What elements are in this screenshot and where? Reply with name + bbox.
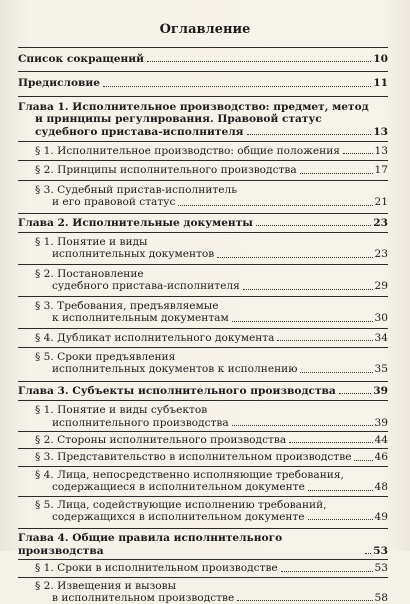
leader-dots: [247, 134, 372, 135]
page-number: 48: [374, 481, 388, 494]
divider: [18, 466, 388, 467]
entry-title: § 4. Дубликат исполнительного документа: [35, 331, 275, 344]
toc-chapter-1[interactable]: [18, 101, 388, 138]
entry-title-line: § 3. Судебный пристав-исполнитель: [35, 183, 238, 196]
toc-chapter-4[interactable]: [18, 532, 388, 557]
page-number: 17: [374, 164, 388, 177]
chapter-title: Глава 2. Исполнительные документы: [18, 216, 253, 229]
entry-title: Список сокращений: [18, 53, 145, 65]
divider: [18, 213, 388, 214]
page-number: 21: [374, 196, 388, 209]
leader-dots: [343, 153, 373, 154]
divider: [18, 264, 388, 265]
page-number: 23: [374, 248, 388, 261]
page-number: 35: [374, 363, 388, 376]
divider: [18, 496, 388, 497]
divider: [18, 400, 388, 401]
entry-title-line: исполнительных документов: [52, 248, 215, 261]
leader-dots: [103, 86, 371, 87]
leader-dots: [300, 372, 372, 373]
page-number: 58: [374, 592, 388, 604]
toc-section-2-3[interactable]: [18, 300, 388, 325]
chapter-title: Глава 3. Субъекты исполнительного производства: [18, 384, 336, 397]
leader-dots: [243, 289, 373, 290]
toc-section-3-2[interactable]: [18, 434, 388, 446]
entry-title: § 2. Стороны исполнительного производства: [35, 433, 287, 446]
toc-section-2-4[interactable]: [18, 332, 388, 344]
page-title: Оглавление: [159, 22, 251, 37]
page-number: 13: [374, 145, 388, 158]
toc-section-4-1[interactable]: [18, 562, 388, 574]
toc-section-1-3[interactable]: [18, 184, 388, 209]
entry-title-line: исполнительного производства: [52, 416, 229, 429]
divider: [18, 381, 388, 382]
leader-dots: [232, 321, 373, 322]
page-number: 34: [374, 331, 388, 344]
page-number: 44: [374, 433, 388, 446]
entry-title-line: § 1. Понятие и виды: [35, 236, 148, 249]
page-number: 39: [374, 416, 388, 429]
chapter-title: Глава 4. Общие правила исполнительного производства: [18, 532, 283, 557]
toc-section-1-1[interactable]: [18, 145, 388, 157]
divider: [18, 328, 388, 329]
leader-dots: [178, 205, 372, 206]
divider: [18, 232, 388, 233]
entry-title-line: в исполнительном производстве: [52, 592, 235, 604]
page-number: 30: [374, 312, 388, 325]
entry-title-line: § 5. Сроки предъявления: [35, 350, 176, 363]
leader-dots: [289, 442, 372, 443]
leader-dots: [308, 519, 373, 520]
toc-chapter-3[interactable]: [18, 385, 388, 397]
page-number: 53: [374, 562, 388, 575]
table-of-contents: [18, 44, 388, 604]
toc-section-3-5[interactable]: [18, 499, 388, 524]
entry-title-line: § 4. Лица, непосредственно исполняющие требования,: [35, 468, 344, 481]
toc-section-2-1[interactable]: [18, 236, 388, 261]
leader-dots: [354, 460, 372, 461]
entry-title-line: § 2. Постановление: [35, 267, 144, 280]
divider: [18, 71, 388, 72]
entry-title-line: судебного пристава-исполнителя: [52, 280, 240, 293]
chapter-title-line: и принципы регулирования. Правовой статус: [35, 113, 322, 126]
entry-title: § 3. Представительство в исполнительном производстве: [35, 451, 352, 464]
divider: [18, 96, 388, 97]
toc-entry-abbreviations[interactable]: [18, 53, 388, 65]
page-number: 23: [373, 216, 388, 229]
toc-section-3-4[interactable]: [18, 469, 388, 494]
divider: [18, 347, 388, 348]
toc-section-3-3[interactable]: [18, 451, 388, 463]
divider: [18, 141, 388, 142]
page-number: 29: [374, 280, 388, 293]
entry-title-line: содержащиеся в исполнительном документе: [52, 481, 305, 494]
leader-dots: [339, 393, 371, 394]
divider: [18, 559, 388, 560]
entry-title: § 1. Сроки в исполнительном производстве: [35, 562, 278, 575]
toc-entry-preface[interactable]: [18, 77, 388, 89]
entry-title-line: к исполнительным документам: [52, 312, 229, 325]
leader-dots: [281, 571, 373, 572]
entry-title: § 1. Исполнительное производство: общие положения: [35, 145, 340, 158]
toc-section-3-1[interactable]: [18, 404, 388, 429]
entry-title-line: § 2. Извещения и вызовы: [35, 579, 177, 592]
toc-section-2-5[interactable]: [18, 351, 388, 376]
leader-dots: [237, 600, 372, 601]
page-number: 46: [374, 451, 388, 464]
page-number: 39: [373, 384, 388, 397]
divider: [18, 577, 388, 578]
chapter-title-line: Глава 1. Исполнительное производство: предмет, метод: [18, 100, 369, 113]
entry-title: Предисловие: [18, 77, 101, 90]
page-number: 10: [373, 53, 388, 65]
page-number: 53: [373, 544, 388, 557]
chapter-title-line: судебного пристава-исполнителя: [35, 125, 244, 138]
leader-dots: [232, 425, 373, 426]
leader-dots: [256, 225, 371, 226]
leader-dots: [308, 490, 373, 491]
divider: [18, 528, 388, 529]
page-number: 13: [373, 125, 388, 138]
divider: [18, 47, 388, 48]
entry-title-line: и его правовой статус: [52, 196, 176, 209]
toc-section-1-2[interactable]: [18, 164, 388, 176]
toc-section-2-2[interactable]: [18, 268, 388, 293]
entry-title-line: исполнительных документов к исполнению: [52, 363, 298, 376]
leader-dots: [277, 340, 372, 341]
leader-dots: [217, 257, 372, 258]
toc-section-4-2[interactable]: [18, 580, 388, 604]
divider: [18, 180, 388, 181]
entry-title-line: § 3. Требования, предъявляемые: [35, 299, 219, 312]
divider: [18, 160, 388, 161]
leader-dots: [300, 173, 373, 174]
page-number: 11: [373, 77, 388, 90]
divider: [18, 296, 388, 297]
leader-dots: [365, 553, 371, 554]
entry-title-line: § 1. Понятие и виды субъектов: [35, 404, 208, 417]
entry-title-line: § 5. Лица, содействующие исполнению требований,: [35, 498, 327, 511]
toc-chapter-2[interactable]: [18, 217, 388, 229]
page-number: 49: [374, 510, 388, 523]
divider: [18, 431, 388, 432]
leader-dots: [147, 61, 371, 62]
entry-title: § 2. Принципы исполнительного производства: [35, 164, 297, 177]
entry-title-line: содержащихся в исполнительном документе: [52, 510, 305, 523]
divider: [18, 448, 388, 449]
